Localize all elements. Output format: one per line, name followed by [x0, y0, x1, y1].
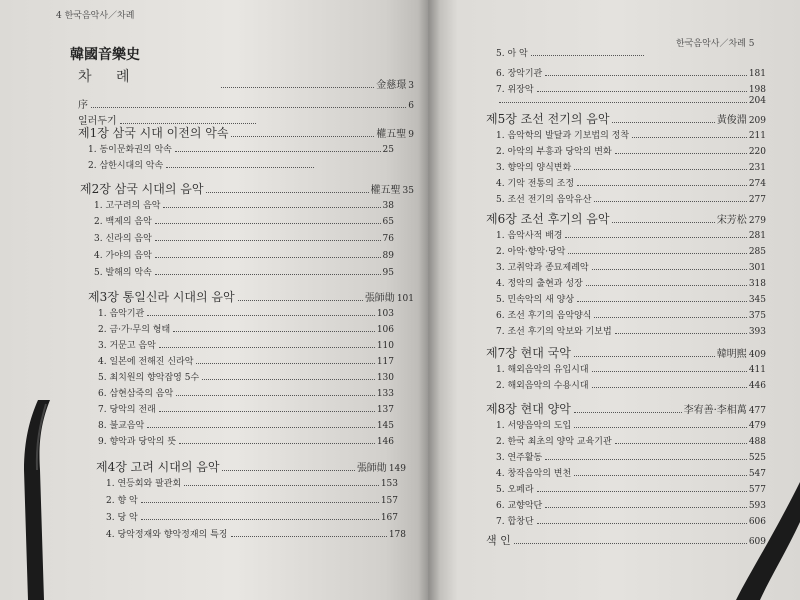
dot-leader: [155, 223, 381, 224]
page-number: 479: [748, 421, 766, 431]
item-title: 4. 가야의 음악: [94, 251, 152, 261]
toc-item: [496, 498, 766, 511]
book-gutter: [418, 0, 440, 600]
toc-item: [98, 386, 394, 399]
dot-leader: [612, 122, 714, 123]
item-title: 4. 정악의 출현과 성장: [496, 279, 583, 289]
page-number: 101: [396, 294, 414, 304]
dot-leader: [574, 356, 715, 357]
item-title: 2. 향 악: [106, 496, 138, 506]
toc-item: [496, 362, 766, 375]
dot-leader: [632, 137, 747, 138]
page-number: 198: [748, 85, 766, 95]
item-title: 8. 불교음악: [98, 421, 145, 431]
toc-item: [88, 158, 316, 171]
dot-leader: [231, 536, 387, 537]
item-title: 3. 향악의 양식변화: [496, 163, 572, 173]
dot-leader: [592, 269, 747, 270]
chapter-title: 제2장 삼국 시대의 음악: [80, 182, 204, 196]
dot-leader: [574, 427, 747, 428]
dot-leader: [141, 519, 379, 520]
toc-item: [496, 378, 766, 391]
toc-item: [496, 450, 766, 463]
dot-leader: [159, 347, 375, 348]
item-title: 7. 합창단: [496, 517, 534, 527]
page-number: 137: [376, 405, 394, 415]
dot-leader: [176, 395, 375, 396]
toc-item: [106, 527, 406, 540]
dot-leader: [175, 151, 381, 152]
item-title: 2. 아악의 부흥과 당악의 변화: [496, 147, 612, 157]
toc-item: [496, 308, 766, 321]
dot-leader: [574, 169, 747, 170]
toc-item: [98, 418, 394, 431]
item-title: 2. 해외음악의 수용시대: [496, 381, 589, 391]
toc-item: [496, 128, 766, 141]
dot-leader: [155, 274, 381, 275]
chapter-author: 張師勛: [364, 293, 395, 304]
toc-item: [94, 214, 394, 227]
dot-leader: [155, 240, 381, 241]
dot-leader: [577, 301, 747, 302]
dot-leader: [577, 185, 747, 186]
item-title: 5. 조선 전기의 음악유산: [496, 195, 592, 205]
page-number: 577: [748, 485, 766, 495]
toc-item: [94, 265, 394, 278]
chapter-row: [80, 180, 414, 197]
item-title: 2. 백제의 음악: [94, 217, 152, 227]
dot-leader: [173, 331, 375, 332]
toc-item: [496, 466, 766, 479]
page-number: 277: [748, 195, 766, 205]
toc-item: [496, 482, 766, 495]
dot-leader: [206, 192, 368, 193]
page-number: 411: [748, 365, 766, 375]
item-title: 1. 동이문화권의 악속: [88, 145, 172, 155]
toc-item: [88, 142, 394, 155]
page-number: 211: [748, 131, 766, 141]
toc-item: [98, 370, 394, 383]
toc-item: [496, 176, 766, 189]
page-number: 76: [382, 234, 394, 244]
toc-item: [496, 228, 766, 241]
toc-item: [106, 510, 398, 523]
page-number: 157: [380, 496, 398, 506]
toc-item: [106, 476, 398, 489]
dot-leader: [221, 87, 374, 88]
item-title: 2. 금·가·무의 형태: [98, 325, 171, 335]
page-number: 274: [748, 179, 766, 189]
dot-leader: [147, 315, 375, 316]
dot-leader: [166, 167, 314, 168]
toc-item: [496, 96, 766, 106]
page-number: 301: [748, 263, 766, 273]
item-title: 5. 민속악의 새 양상: [496, 295, 575, 305]
chapter-row: [96, 458, 406, 475]
dot-leader: [615, 333, 747, 334]
dot-leader: [531, 55, 644, 56]
preface-author: 金慈璟: [376, 80, 407, 91]
page-number: 393: [748, 327, 766, 337]
page-number: 117: [376, 357, 394, 367]
toc-item: [98, 338, 394, 351]
toc-item: [496, 82, 766, 95]
page-number: 145: [376, 421, 394, 431]
page-number: 6: [408, 101, 414, 111]
page-number: 38: [382, 201, 394, 211]
dot-leader: [238, 300, 363, 301]
dot-leader: [594, 317, 746, 318]
page-number: 95: [382, 268, 394, 278]
page-number: 281: [748, 231, 766, 241]
dot-leader: [141, 502, 379, 503]
chapter-title: 제8장 현대 양악: [486, 402, 571, 416]
dot-leader: [202, 379, 375, 380]
item-title: 1. 연등회와 팔관회: [106, 479, 182, 489]
page-number: 110: [376, 341, 394, 351]
toc-item: [94, 231, 394, 244]
dot-leader: [545, 75, 747, 76]
chapter-row: [78, 124, 414, 141]
item-title: 7. 당악의 전래: [98, 405, 156, 415]
item-title: 5. 아 악: [496, 49, 528, 59]
chapter-title: 제4장 고려 시대의 음악: [96, 460, 220, 474]
dot-leader: [568, 253, 746, 254]
chapter-title: 제1장 삼국 시대 이전의 악속: [78, 126, 229, 140]
item-title: 7. 조선 후기의 악보와 기보법: [496, 327, 612, 337]
toc-item: [98, 354, 394, 367]
chapter-row: [486, 344, 766, 361]
dot-leader: [565, 237, 746, 238]
toc-entry: [78, 96, 414, 111]
chapter-title: 제3장 통일신라 시대의 음악: [88, 290, 235, 304]
chapter-row: [88, 288, 414, 305]
page-number: 106: [376, 325, 394, 335]
page-number: 89: [382, 251, 394, 261]
dot-leader: [231, 136, 374, 137]
dot-leader: [612, 222, 714, 223]
page-number: 477: [748, 406, 766, 416]
page-number: 547: [748, 469, 766, 479]
toc-item: [496, 260, 766, 273]
chapter-author: 權五聖: [370, 185, 401, 196]
dot-leader: [196, 363, 374, 364]
item-title: 1. 음악사적 배경: [496, 231, 563, 241]
item-title: 3. 신라의 음악: [94, 234, 152, 244]
chapter-title: 제6장 조선 후기의 음악: [486, 212, 610, 226]
item-title: 3. 당 악: [106, 513, 138, 523]
toc-item: [496, 160, 766, 173]
toc-item: [496, 434, 766, 447]
item-title: 4. 일본에 전해진 신라악: [98, 357, 194, 367]
dot-leader: [615, 153, 747, 154]
dot-leader: [545, 507, 747, 508]
page-number: 318: [748, 279, 766, 289]
page-number: 146: [376, 437, 394, 447]
page-number: 130: [376, 373, 394, 383]
dot-leader: [537, 523, 747, 524]
dot-leader: [184, 485, 379, 486]
toc-item: [496, 46, 646, 59]
item-title: 4. 창작음악의 변천: [496, 469, 572, 479]
dot-leader: [594, 201, 746, 202]
chapter-author: 韓明熙: [716, 349, 747, 360]
dot-leader: [155, 257, 381, 258]
chapter-author: 李宥善·李相萬: [683, 405, 747, 416]
page-number: 149: [388, 464, 406, 474]
dot-leader: [574, 475, 747, 476]
right-running-head: 한국음악사／차례 5: [676, 39, 755, 49]
page-number: 446: [748, 381, 766, 391]
toc-item: [496, 514, 766, 527]
item-title: 6. 교향악단: [496, 501, 543, 511]
chapter-author: 黃俊淵: [716, 115, 747, 126]
page-number: 153: [380, 479, 398, 489]
chapter-title: 제5장 조선 전기의 음악: [486, 112, 610, 126]
page-number: 209: [748, 116, 766, 126]
item-title: 1. 고구려의 음악: [94, 201, 161, 211]
dot-leader: [545, 459, 747, 460]
contents-heading: 차 례: [78, 69, 140, 85]
toc-item: [496, 192, 766, 205]
page-number: 375: [748, 311, 766, 321]
item-title: 2. 삼한시대의 악속: [88, 161, 164, 171]
entry-title: 序: [78, 100, 88, 111]
dot-leader: [537, 491, 747, 492]
item-title: 5. 발해의 악속: [94, 268, 152, 278]
item-title: 1. 음악기관: [98, 309, 145, 319]
item-title: 5. 최치원의 향악잡영 5수: [98, 373, 200, 383]
dot-leader: [222, 470, 354, 471]
dot-leader: [514, 543, 747, 544]
chapter-row: [486, 110, 766, 127]
page-number: 285: [748, 247, 766, 257]
dot-leader: [586, 285, 747, 286]
toc-item: [98, 306, 394, 319]
item-title: 3. 연주활동: [496, 453, 543, 463]
item-title: 1. 서양음악의 도입: [496, 421, 572, 431]
item-title: 2. 아악·향악·당악: [496, 247, 566, 257]
page-number: 35: [402, 186, 414, 196]
item-title: 5. 오페라: [496, 485, 534, 495]
page-number: 9: [408, 130, 414, 140]
toc-item: [94, 198, 394, 211]
toc-item: [496, 292, 766, 305]
toc-item: [496, 244, 766, 257]
chapter-row: [486, 210, 766, 227]
page-number: 103: [376, 309, 394, 319]
item-title: 6. 삼현삼죽의 음악: [98, 389, 174, 399]
toc-item: [98, 322, 394, 335]
book-strap-left: [20, 400, 68, 600]
dot-leader: [592, 371, 747, 372]
page-number: 279: [748, 216, 766, 226]
book-strap-right: [736, 482, 800, 600]
toc-item: [98, 434, 394, 447]
item-title: 6. 조선 후기의 음악양식: [496, 311, 592, 321]
index-title: 색 인: [486, 534, 511, 547]
page-number: 525: [748, 453, 766, 463]
item-title: 9. 향악과 당악의 뜻: [98, 437, 177, 447]
dot-leader: [592, 387, 747, 388]
dot-leader: [179, 443, 375, 444]
toc-item: [496, 144, 766, 157]
item-title: 4. 당악정재와 향악정재의 특징: [106, 530, 228, 540]
toc-item: [106, 493, 398, 506]
page-number: 25: [382, 145, 394, 155]
dot-leader: [163, 207, 380, 208]
dot-leader: [537, 91, 747, 92]
toc-item: [496, 276, 766, 289]
index-row: [486, 532, 766, 548]
dot-leader: [499, 102, 747, 103]
page-number: 220: [748, 147, 766, 157]
page-number: 609: [748, 537, 766, 547]
dot-leader: [615, 443, 747, 444]
book-title: 韓國音樂史: [70, 47, 140, 63]
chapter-author: 宋芳松: [716, 215, 747, 226]
toc-item: [94, 248, 394, 261]
chapter-author: 權五聖: [376, 129, 407, 140]
item-title: 4. 기악 전통의 조정: [496, 179, 575, 189]
page-number: 178: [388, 530, 406, 540]
item-title: 3. 거문고 음악: [98, 341, 156, 351]
dot-leader: [574, 412, 682, 413]
item-title: 2. 한국 최초의 양악 교육기관: [496, 437, 612, 447]
toc-item: [98, 402, 394, 415]
item-title: 6. 장악기관: [496, 69, 543, 79]
dot-leader: [91, 107, 406, 108]
chapter-row: [486, 400, 766, 417]
item-title: 1. 해외음악의 유입시대: [496, 365, 589, 375]
item-title: 7. 위장악: [496, 85, 534, 95]
page-number: 345: [748, 295, 766, 305]
page-number: 204: [748, 96, 766, 106]
toc-item: [496, 324, 766, 337]
page-number: 167: [380, 513, 398, 523]
dot-leader: [147, 427, 375, 428]
item-title: 1. 음악학의 발달과 기보법의 정착: [496, 131, 630, 141]
chapter-author: 張師勛: [356, 463, 387, 474]
page-number: 65: [382, 217, 394, 227]
page-number: 181: [748, 69, 766, 79]
dot-leader: [159, 411, 375, 412]
item-title: 3. 고취악과 종묘제례악: [496, 263, 589, 273]
preface-author-row: [218, 76, 414, 91]
page-number: 3: [408, 81, 414, 91]
chapter-title: 제7장 현대 국악: [486, 346, 571, 360]
page-number: 593: [748, 501, 766, 511]
page-number: 606: [748, 517, 766, 527]
page-number: 409: [748, 350, 766, 360]
toc-item: [496, 66, 766, 79]
page-number: 488: [748, 437, 766, 447]
left-running-head: 4 한국음악사／차례: [56, 11, 135, 21]
entry-title: 일러두기: [78, 116, 117, 127]
toc-item: [496, 418, 766, 431]
page-number: 231: [748, 163, 766, 173]
page-number: 133: [376, 389, 394, 399]
